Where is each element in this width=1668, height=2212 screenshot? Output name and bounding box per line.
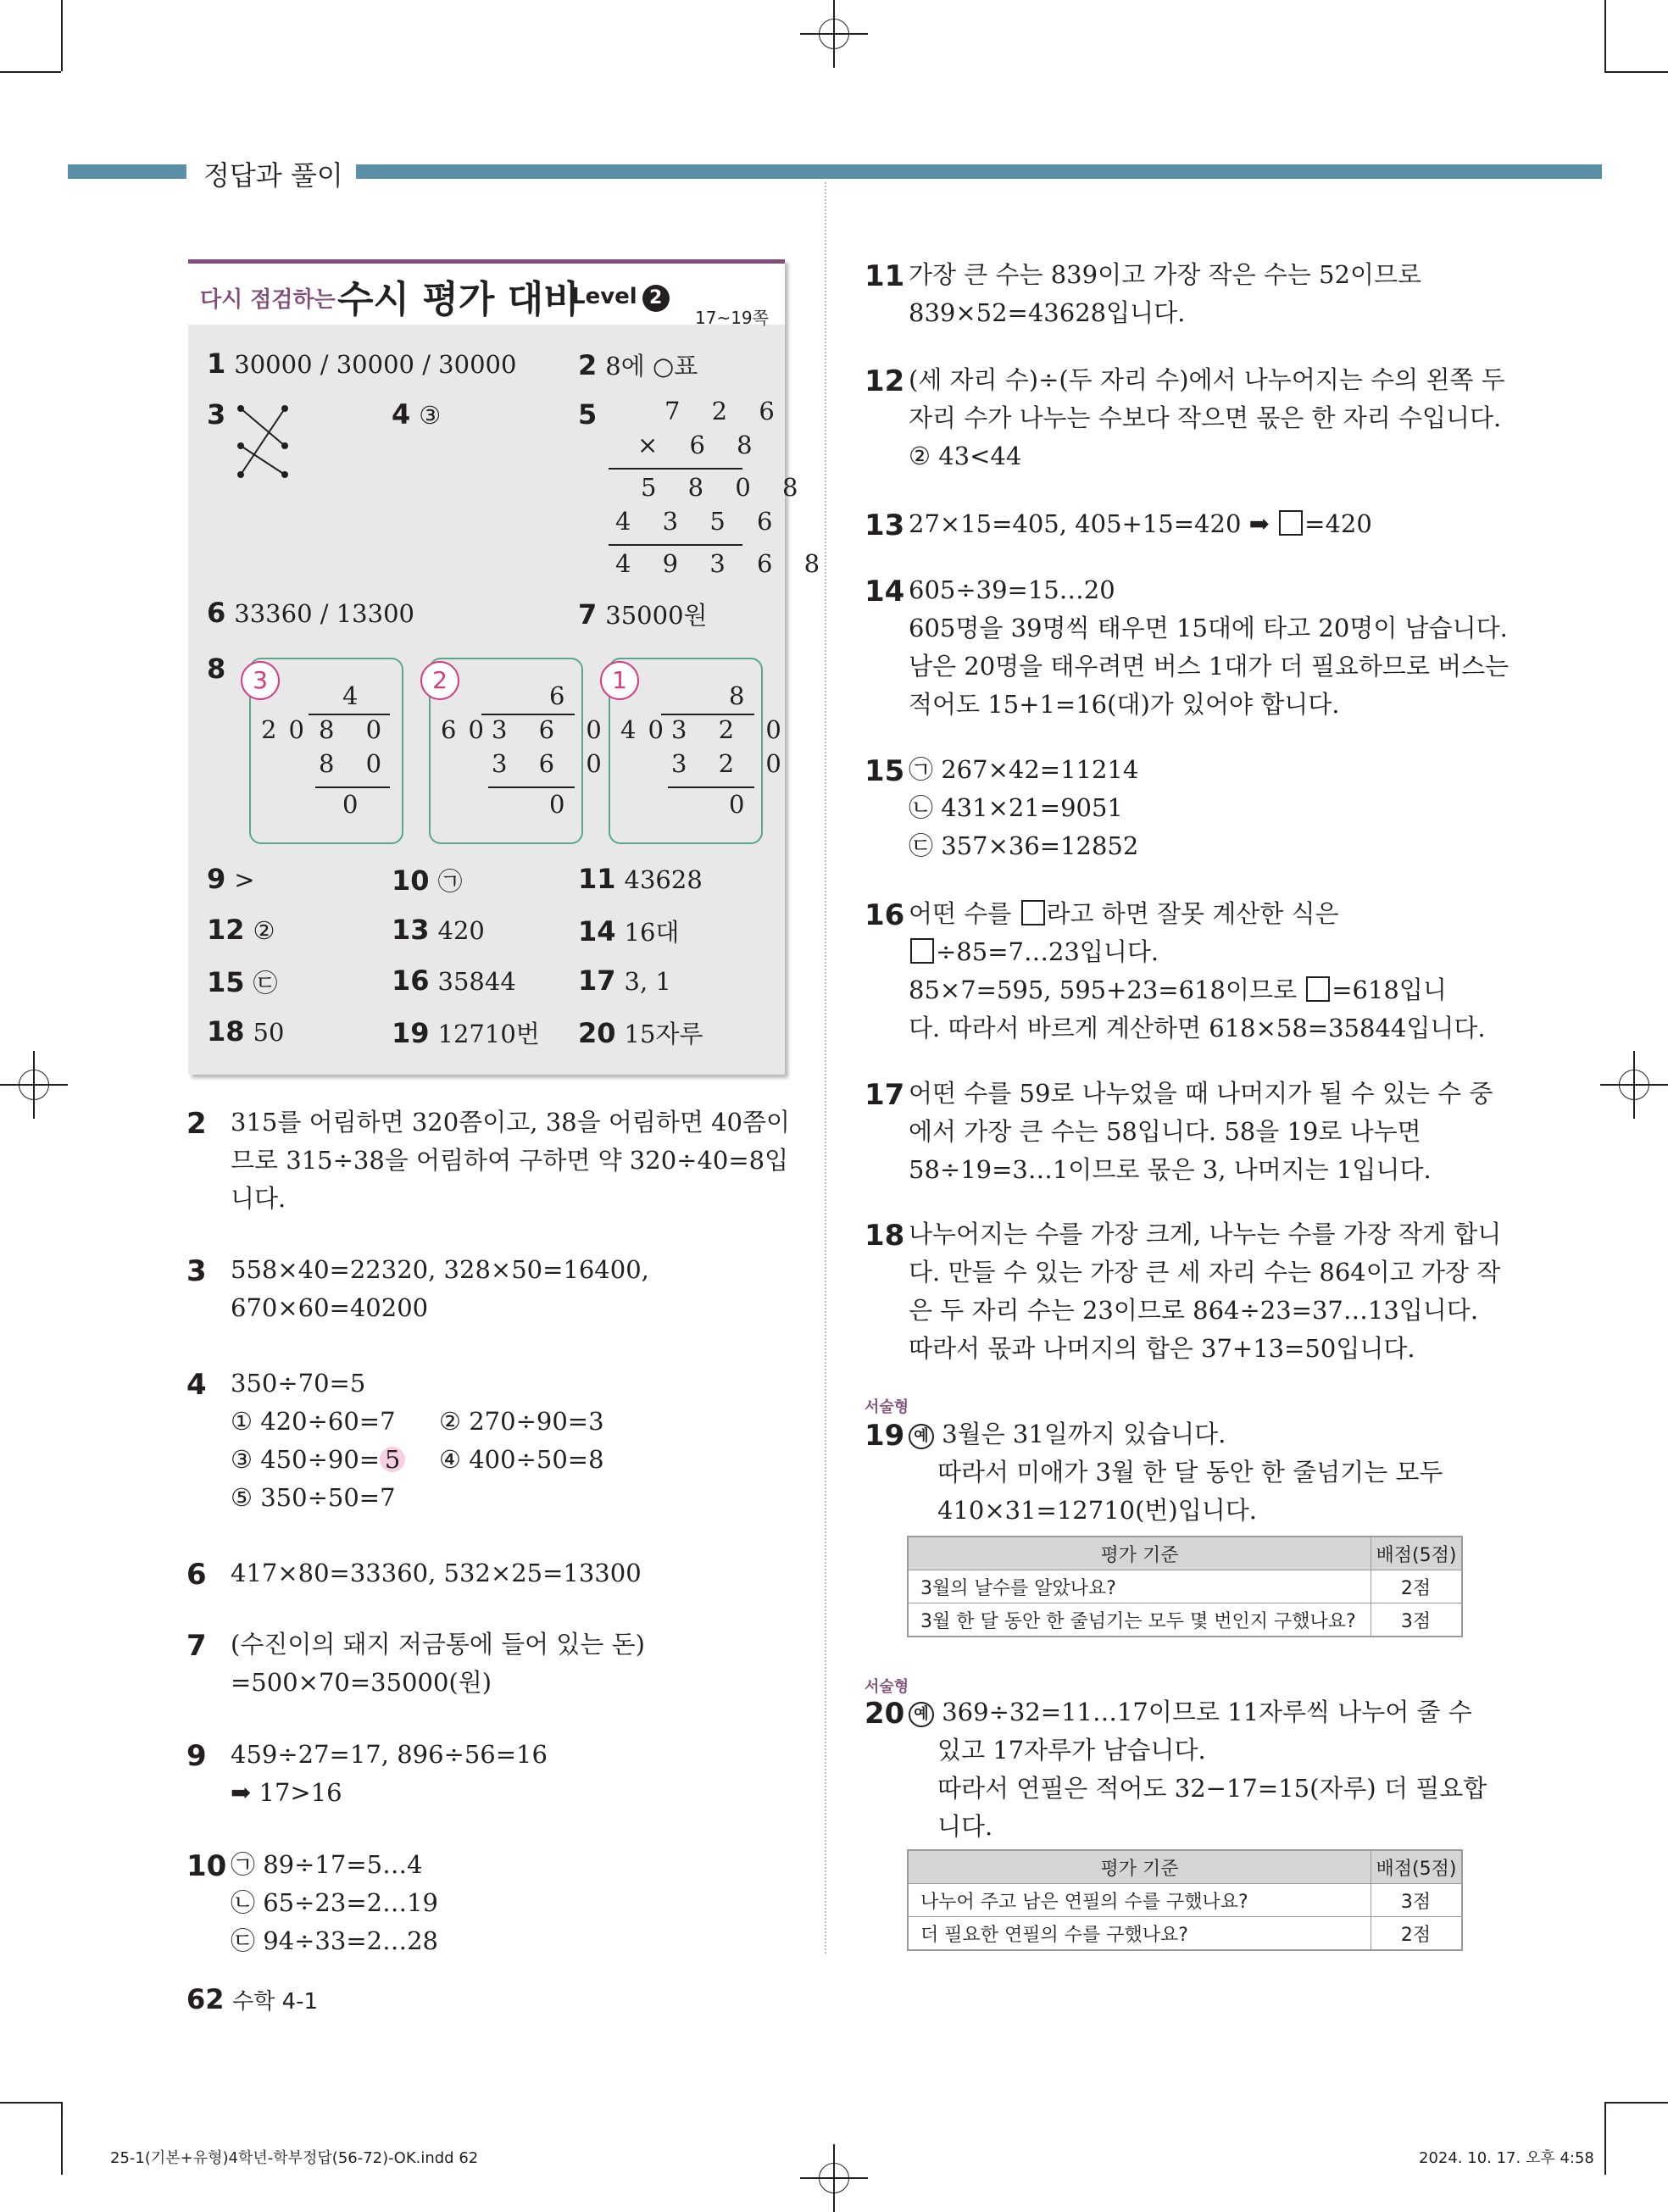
subject-label: 수학 4-1 [232, 1989, 319, 2015]
crop-mark [1604, 0, 1606, 71]
divisor: 60 [441, 715, 496, 744]
explanation-line: ㉡ 431×21=9051 [909, 793, 1123, 822]
explanation-line: 어떤 수를 라고 하면 잘못 계산한 식은 [909, 899, 1339, 928]
explanation-line: =500×70=35000(원) [231, 1668, 492, 1697]
explanation-line: ㉡ 65÷23=2…19 [231, 1888, 438, 1917]
quotient: 6 [549, 681, 577, 710]
criteria-points: 3점 [1371, 1884, 1463, 1917]
divisor: 40 [620, 715, 676, 744]
subtracted: 8 0 [319, 749, 394, 778]
explanation-line: 자리 수가 나누는 수보다 작으면 몫은 한 자리 수입니다. [909, 403, 1502, 432]
dividend: 3 2 0 [671, 715, 793, 744]
answer-15: 15 ㉢ [207, 966, 278, 998]
criteria-text: 나누어 주고 남은 연필의 수를 구했나요? [908, 1884, 1371, 1917]
explanation-line: ② 43<44 [909, 442, 1022, 470]
explanation-line: 있고 17자루가 남습니다. [937, 1736, 1206, 1765]
mult-row-5: 4 9 3 6 8 [615, 549, 832, 578]
header-bar-right [356, 164, 1602, 179]
division-badge: 1 [600, 661, 639, 700]
answer-2: 2 8에 ○표 [578, 349, 698, 381]
subtracted: 3 6 0 [492, 749, 614, 778]
explanation-line: 따라서 연필은 적어도 32−17=15(자루) 더 필요합 [937, 1774, 1487, 1803]
page-number: 62 [186, 1983, 225, 2015]
explanation-line: 예 3월은 31일까지 있습니다. [909, 1415, 1226, 1453]
explanation-line: ➡ 17>16 [231, 1778, 342, 1807]
explanation-line: 남은 20명을 태우려면 버스 1대가 더 필요하므로 버스는 [909, 652, 1510, 681]
explanation-line: (수진이의 돼지 저금통에 들어 있는 돈) [231, 1630, 645, 1659]
descriptive-label: 서술형 [865, 1398, 909, 1416]
subtracted: 3 2 0 [671, 749, 793, 778]
header-bar-left [68, 164, 186, 179]
answer-10: 10 ㉠ [392, 864, 463, 897]
question-number: 4 [186, 1368, 207, 1402]
answer-20: 20 15자루 [578, 1017, 703, 1049]
explanation-line: 어떤 수를 59로 나누었을 때 나머지가 될 수 있는 수 중 [909, 1079, 1493, 1108]
explanation-line: 417×80=33360, 532×25=13300 [231, 1559, 642, 1587]
answer-7: 7 35000원 [578, 598, 708, 631]
explanation-line: 다. 만들 수 있는 가장 큰 세 자리 수는 864이고 가장 작 [909, 1258, 1501, 1287]
explanation-line: 따라서 미애가 3월 한 달 동안 한 줄넘기는 모두 [937, 1458, 1443, 1487]
remainder: 0 [729, 790, 757, 819]
criteria-text: 더 필요한 연필의 수를 구했나요? [908, 1917, 1371, 1951]
explanation-line: ⑤ 350÷50=7 [231, 1483, 396, 1512]
highlighted-answer: 5 [380, 1447, 405, 1472]
mult-row-4: 4 3 5 6 [615, 507, 785, 536]
crop-mark [1604, 2102, 1606, 2175]
box-level: Level 2 [571, 284, 670, 312]
crop-mark [1604, 71, 1668, 73]
answer-16: 16 35844 [392, 964, 516, 997]
question-number: 6 [186, 1558, 207, 1592]
division-badge: 2 [420, 661, 459, 700]
mult-row-2: × 6 8 [637, 431, 764, 459]
explanation-line: 670×60=40200 [231, 1293, 429, 1322]
scoring-table-19 [907, 1536, 1463, 1637]
box-pages: 17~19쪽 [695, 308, 769, 328]
explanation-line: 558×40=22320, 328×50=16400, [231, 1255, 649, 1284]
mult-row-1: 7 2 6 [664, 397, 787, 425]
answer-4: 4 ③ [392, 398, 442, 431]
crop-mark [61, 2102, 63, 2175]
print-date: 2024. 10. 17. 오후 4:58 [1419, 2149, 1594, 2167]
blank-box [1306, 976, 1330, 1002]
explanation-line: ㉠ 89÷17=5…4 [231, 1850, 423, 1879]
explanation-line: 가장 큰 수는 839이고 가장 작은 수는 52이므로 [909, 260, 1422, 289]
criteria-header: 평가 기준 [908, 1537, 1371, 1570]
explanation-line: 350÷70=5 [231, 1369, 366, 1398]
remainder: 0 [342, 790, 370, 819]
division-badge: 3 [241, 661, 280, 700]
question-number: 15 [865, 754, 905, 788]
explanation-line: 다. 따라서 바르게 계산하면 618×58=35844입니다. [909, 1014, 1486, 1042]
explanation-line: ② 270÷90=3 [439, 1407, 604, 1436]
answer-summary-box [188, 259, 832, 1075]
answer-11: 11 43628 [578, 863, 703, 895]
question-number: 12 [865, 364, 905, 398]
sub-rule [668, 786, 754, 788]
criteria-header: 평가 기준 [908, 1850, 1371, 1884]
quotient: 8 [729, 681, 757, 710]
answer-18: 18 50 [207, 1015, 285, 1048]
quotient: 4 [342, 681, 370, 710]
explanation-line: ㉢ 357×36=12852 [909, 831, 1139, 860]
answer-3: 3 [207, 398, 226, 431]
answer-8: 8 [207, 653, 226, 685]
crop-mark [0, 2102, 61, 2104]
question-number: 3 [186, 1254, 207, 1288]
explanation-line: 예 369÷32=11…17이므로 11자루씩 나누어 줄 수 [909, 1693, 1472, 1731]
example-mark: 예 [909, 1702, 934, 1727]
explanation-line: ÷85=7…23입니다. [909, 933, 1159, 971]
scoring-table-20 [907, 1849, 1463, 1951]
division-box-1 [249, 658, 403, 844]
answer-1: 1 30000 / 30000 / 30000 [207, 347, 517, 380]
example-mark: 예 [909, 1424, 934, 1449]
remainder: 0 [549, 790, 577, 819]
sub-rule [315, 786, 390, 788]
explanation-line: 58÷19=3…1이므로 몫은 3, 나머지는 1입니다. [909, 1155, 1432, 1184]
answer-9: 9 > [207, 863, 255, 895]
explanation-line: 605명을 39명씩 태우면 15대에 타고 20명이 남습니다. [909, 614, 1508, 642]
registration-mark [800, 0, 868, 68]
explanation-line: 니다. [231, 1184, 286, 1213]
sub-rule [488, 786, 575, 788]
level-badge: 2 [642, 285, 670, 312]
criteria-points: 3점 [1371, 1603, 1463, 1637]
crop-mark [0, 71, 61, 73]
question-number: 10 [186, 1849, 227, 1883]
question-number: 13 [865, 509, 905, 542]
question-number: 9 [186, 1739, 207, 1773]
crop-mark [1604, 2102, 1668, 2104]
explanation-line: ① 420÷60=7 [231, 1407, 396, 1436]
question-number: 16 [865, 898, 905, 932]
criteria-text: 3월 한 달 동안 한 줄넘기는 모두 몇 번인지 구했나요? [908, 1603, 1371, 1637]
division-box-3 [609, 658, 793, 844]
explanation-line: ④ 400÷50=8 [439, 1445, 604, 1474]
mult-rule [609, 544, 742, 546]
registration-mark [800, 2144, 868, 2212]
answer-14: 14 16대 [578, 915, 680, 948]
explanation-line: 에서 가장 큰 수는 58입니다. 58을 19로 나누면 [909, 1117, 1421, 1146]
registration-mark [1600, 1051, 1668, 1119]
explanation-line: ㉢ 94÷33=2…28 [231, 1926, 438, 1955]
column-divider [825, 182, 826, 1954]
explanation-line: 27×15=405, 405+15=420 ➡ =420 [909, 509, 1372, 538]
matching-lines-diagram [236, 398, 295, 483]
question-number: 2 [186, 1107, 207, 1141]
answer-6: 6 33360 / 13300 [207, 597, 414, 629]
box-title: 수시 평가 대비 [337, 278, 580, 321]
answer-12: 12 ② [207, 914, 275, 946]
blank-box [910, 938, 934, 964]
dividend: 8 0 [319, 715, 394, 744]
question-number: 19 [865, 1419, 905, 1453]
explanation-line: 나누어지는 수를 가장 크게, 나누는 수를 가장 작게 합니 [909, 1220, 1502, 1248]
blank-box [1021, 900, 1045, 925]
question-number: 11 [865, 259, 905, 293]
criteria-points: 2점 [1371, 1570, 1463, 1603]
explanation-line: 85×7=595, 595+23=618이므로 =618입니 [909, 975, 1447, 1004]
mult-row-3: 5 8 0 8 [641, 473, 810, 502]
criteria-points: 2점 [1371, 1917, 1463, 1951]
explanation-line: 니다. [937, 1812, 993, 1841]
answer-5: 5 [578, 398, 598, 431]
explanation-line: ㉠ 267×42=11214 [909, 755, 1139, 784]
registration-mark [0, 1051, 68, 1119]
box-header [188, 259, 785, 328]
question-number: 20 [865, 1697, 905, 1731]
blank-box [1279, 510, 1303, 536]
header-title: 정답과 풀이 [203, 159, 343, 192]
page-footer [186, 1983, 318, 2015]
explanation-line: 459÷27=17, 896÷56=16 [231, 1740, 548, 1769]
criteria-text: 3월의 날수를 알았나요? [908, 1570, 1371, 1603]
explanation-line: 410×31=12710(번)입니다. [937, 1496, 1258, 1525]
score-header: 배점(5점) [1371, 1537, 1463, 1570]
explanation-line: 므로 315÷38을 어림하여 구하면 약 320÷40=8입 [231, 1146, 789, 1175]
descriptive-label: 서술형 [865, 1678, 909, 1696]
explanation-line: 315를 어림하면 320쯤이고, 38을 어림하면 40쯤이 [231, 1108, 791, 1137]
explanation-line: 따라서 몫과 나머지의 합은 37+13=50입니다. [909, 1334, 1415, 1363]
answer-17: 17 3, 1 [578, 964, 671, 997]
score-header: 배점(5점) [1371, 1850, 1463, 1884]
mult-rule [609, 468, 742, 470]
explanation-line: 605÷39=15…20 [909, 575, 1115, 604]
question-number: 7 [186, 1629, 207, 1663]
explanation-line: 은 두 자리 수는 23이므로 864÷23=37…13입니다. [909, 1296, 1479, 1325]
division-box-2 [429, 658, 614, 844]
question-number: 17 [865, 1078, 905, 1112]
dividend: 3 6 0 [492, 715, 614, 744]
print-file-name: 25-1(기본+유형)4학년-학부정답(56-72)-OK.indd 62 [110, 2149, 479, 2167]
explanation-line: 839×52=43628입니다. [909, 298, 1186, 327]
answer-19: 19 12710번 [392, 1017, 540, 1049]
question-number: 18 [865, 1219, 905, 1253]
explanation-line: ③ 450÷90= 5 [231, 1441, 405, 1479]
question-number: 14 [865, 575, 905, 609]
explanation-line: 적어도 15+1=16(대)가 있어야 합니다. [909, 690, 1340, 719]
divisor: 20 [261, 715, 316, 744]
box-subtitle: 다시 점검하는 [200, 287, 336, 313]
crop-mark [61, 0, 63, 71]
explanation-line: (세 자리 수)÷(두 자리 수)에서 나누어지는 수의 왼쪽 두 [909, 365, 1505, 394]
answer-13: 13 420 [392, 914, 485, 946]
